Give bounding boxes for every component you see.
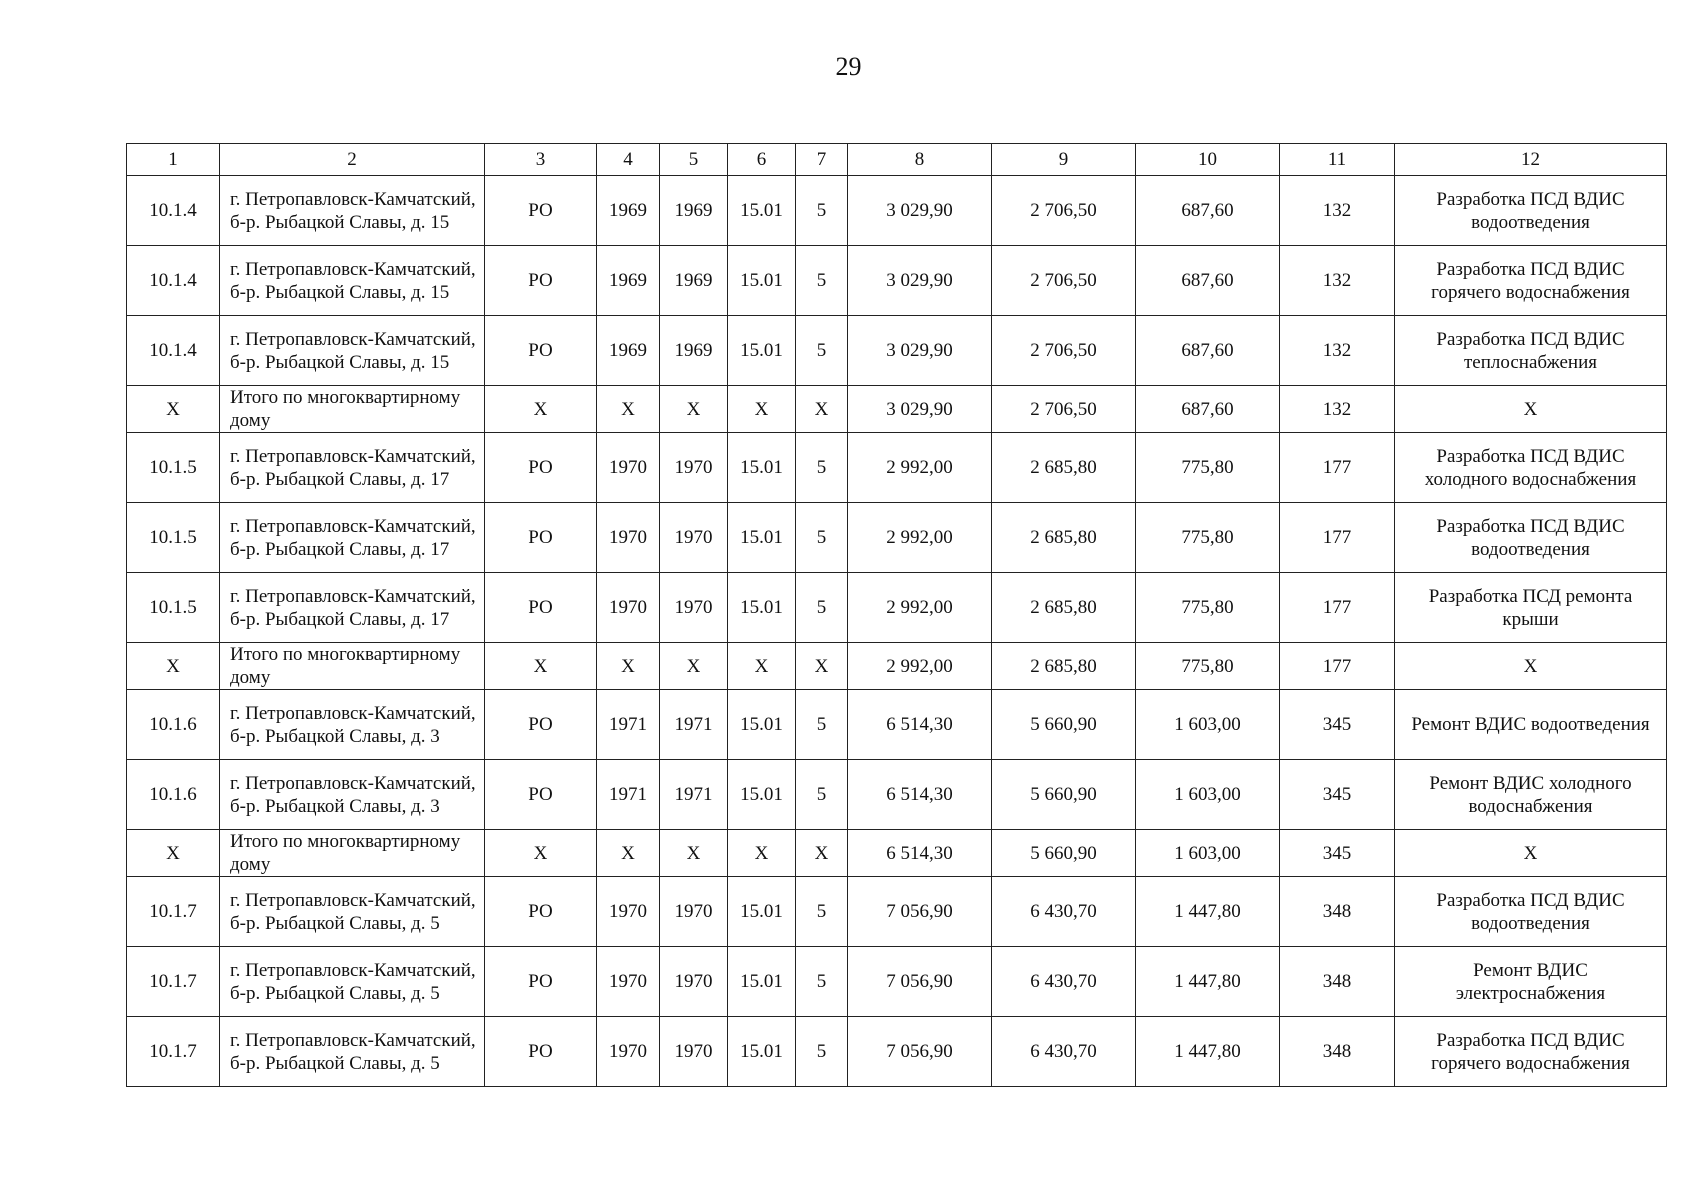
- column-header-8: 8: [848, 144, 992, 176]
- table-cell-col-9: 2 706,50: [992, 386, 1136, 433]
- table-cell-col-10: 1 447,80: [1136, 877, 1280, 947]
- table-cell-col-9: 2 685,80: [992, 573, 1136, 643]
- table-cell-col-2: Итого по многоквартирному дому: [220, 643, 485, 690]
- table-cell-col-11: 348: [1280, 947, 1395, 1017]
- table-cell-col-5: 1970: [660, 573, 728, 643]
- table-cell-col-8: 7 056,90: [848, 1017, 992, 1087]
- table-cell-col-7: 5: [796, 947, 848, 1017]
- column-header-6: 6: [728, 144, 796, 176]
- table-cell-col-2: г. Петропавловск-Камчатский, б-р. Рыбацкой Славы, д. 17: [220, 573, 485, 643]
- table-cell-col-3: РО: [485, 1017, 597, 1087]
- table-cell-col-2: г. Петропавловск-Камчатский, б-р. Рыбацкой Славы, д. 17: [220, 433, 485, 503]
- table-cell-col-1: 10.1.5: [127, 573, 220, 643]
- table-cell-col-6: 15.01: [728, 176, 796, 246]
- table-cell-col-9: 5 660,90: [992, 830, 1136, 877]
- table-cell-col-5: 1969: [660, 316, 728, 386]
- table-cell-col-6: 15.01: [728, 433, 796, 503]
- table-cell-col-8: 3 029,90: [848, 246, 992, 316]
- table-cell-col-2: Итого по многоквартирному дому: [220, 830, 485, 877]
- table-cell-col-11: 177: [1280, 503, 1395, 573]
- table-cell-col-12: Ремонт ВДИС холодного водоснабжения: [1395, 760, 1667, 830]
- table-cell-col-9: 6 430,70: [992, 1017, 1136, 1087]
- table-cell-col-12: Ремонт ВДИС водоотведения: [1395, 690, 1667, 760]
- table-cell-col-5: Х: [660, 386, 728, 433]
- table-cell-col-12: Разработка ПСД ВДИС водоотведения: [1395, 176, 1667, 246]
- table-cell-col-3: РО: [485, 246, 597, 316]
- table-cell-col-2: г. Петропавловск-Камчатский, б-р. Рыбацкой Славы, д. 5: [220, 877, 485, 947]
- table-cell-col-8: 2 992,00: [848, 643, 992, 690]
- table-cell-col-11: 345: [1280, 690, 1395, 760]
- table-row: [127, 503, 1667, 573]
- table-cell-col-3: РО: [485, 947, 597, 1017]
- table-cell-col-7: 5: [796, 573, 848, 643]
- table-cell-col-5: 1970: [660, 947, 728, 1017]
- table-cell-col-9: 5 660,90: [992, 760, 1136, 830]
- table-cell-col-1: 10.1.4: [127, 316, 220, 386]
- table-cell-col-5: 1970: [660, 503, 728, 573]
- table-row: [127, 433, 1667, 503]
- column-header-10: 10: [1136, 144, 1280, 176]
- table-cell-col-1: 10.1.5: [127, 433, 220, 503]
- table-cell-col-4: 1969: [597, 316, 660, 386]
- table-row: [127, 947, 1667, 1017]
- column-header-12: 12: [1395, 144, 1667, 176]
- table-cell-col-4: 1970: [597, 573, 660, 643]
- table-cell-col-10: 775,80: [1136, 573, 1280, 643]
- table-cell-col-2: г. Петропавловск-Камчатский, б-р. Рыбацкой Славы, д. 5: [220, 947, 485, 1017]
- table-cell-col-5: 1970: [660, 433, 728, 503]
- table-cell-col-4: 1969: [597, 246, 660, 316]
- table-cell-col-10: 775,80: [1136, 643, 1280, 690]
- column-header-4: 4: [597, 144, 660, 176]
- table-cell-col-10: 687,60: [1136, 176, 1280, 246]
- table-cell-col-4: 1971: [597, 690, 660, 760]
- column-header-2: 2: [220, 144, 485, 176]
- table-cell-col-9: 6 430,70: [992, 877, 1136, 947]
- table-cell-col-10: 1 603,00: [1136, 690, 1280, 760]
- table-cell-col-6: 15.01: [728, 503, 796, 573]
- table-cell-col-11: 132: [1280, 176, 1395, 246]
- table-cell-col-3: РО: [485, 573, 597, 643]
- table-cell-col-4: 1970: [597, 433, 660, 503]
- table-cell-col-8: 6 514,30: [848, 690, 992, 760]
- table-cell-col-1: 10.1.4: [127, 246, 220, 316]
- table-cell-col-2: г. Петропавловск-Камчатский, б-р. Рыбацкой Славы, д. 3: [220, 690, 485, 760]
- table-row: [127, 690, 1667, 760]
- table-cell-col-12: Разработка ПСД ВДИС водоотведения: [1395, 503, 1667, 573]
- table-cell-col-5: Х: [660, 830, 728, 877]
- table-cell-col-8: 7 056,90: [848, 947, 992, 1017]
- table-cell-col-6: Х: [728, 386, 796, 433]
- table-row: [127, 573, 1667, 643]
- table-cell-col-11: 177: [1280, 643, 1395, 690]
- table-body: [127, 176, 1667, 1087]
- table-cell-col-4: Х: [597, 386, 660, 433]
- table-cell-col-1: Х: [127, 386, 220, 433]
- table-cell-col-10: 1 603,00: [1136, 760, 1280, 830]
- table-cell-col-8: 2 992,00: [848, 573, 992, 643]
- table-cell-col-7: 5: [796, 433, 848, 503]
- table-cell-col-9: 2 685,80: [992, 643, 1136, 690]
- data-table: [126, 143, 1667, 1087]
- table-cell-col-1: 10.1.6: [127, 760, 220, 830]
- table-cell-col-7: 5: [796, 877, 848, 947]
- table-cell-col-8: 2 992,00: [848, 503, 992, 573]
- page-number: 29: [835, 52, 862, 81]
- table-cell-col-3: РО: [485, 760, 597, 830]
- table-cell-col-10: 775,80: [1136, 433, 1280, 503]
- table-cell-col-6: 15.01: [728, 760, 796, 830]
- table-cell-col-11: 345: [1280, 760, 1395, 830]
- table-cell-col-9: 2 685,80: [992, 433, 1136, 503]
- table-cell-col-12: Разработка ПСД ВДИС водоотведения: [1395, 877, 1667, 947]
- table-cell-col-3: Х: [485, 830, 597, 877]
- table-cell-col-12: Х: [1395, 643, 1667, 690]
- table-cell-col-8: 7 056,90: [848, 877, 992, 947]
- table-cell-col-1: Х: [127, 830, 220, 877]
- table-cell-col-4: 1970: [597, 877, 660, 947]
- table-cell-col-8: 3 029,90: [848, 176, 992, 246]
- table-cell-col-3: РО: [485, 316, 597, 386]
- table-cell-col-6: 15.01: [728, 947, 796, 1017]
- table-cell-col-11: 132: [1280, 316, 1395, 386]
- table-cell-col-4: 1970: [597, 1017, 660, 1087]
- table-cell-col-11: 132: [1280, 386, 1395, 433]
- table-cell-col-5: 1969: [660, 246, 728, 316]
- table-row: [127, 1017, 1667, 1087]
- table-cell-col-5: 1969: [660, 176, 728, 246]
- table-cell-col-1: 10.1.7: [127, 947, 220, 1017]
- table-cell-col-6: 15.01: [728, 690, 796, 760]
- table-row: [127, 316, 1667, 386]
- header-row: [127, 144, 1667, 176]
- table-cell-col-12: Разработка ПСД ВДИС горячего водоснабжения: [1395, 246, 1667, 316]
- table-cell-col-12: Разработка ПСД ремонта крыши: [1395, 573, 1667, 643]
- table-cell-col-10: 687,60: [1136, 246, 1280, 316]
- table-cell-col-7: 5: [796, 1017, 848, 1087]
- table-cell-col-7: 5: [796, 246, 848, 316]
- column-header-3: 3: [485, 144, 597, 176]
- column-header-7: 7: [796, 144, 848, 176]
- table-cell-col-1: 10.1.5: [127, 503, 220, 573]
- column-header-9: 9: [992, 144, 1136, 176]
- table-cell-col-2: Итого по многоквартирному дому: [220, 386, 485, 433]
- table-total-row: [127, 643, 1667, 690]
- table-cell-col-2: г. Петропавловск-Камчатский, б-р. Рыбацкой Славы, д. 17: [220, 503, 485, 573]
- table-cell-col-11: 177: [1280, 433, 1395, 503]
- table-cell-col-7: 5: [796, 176, 848, 246]
- table-total-row: [127, 386, 1667, 433]
- table-cell-col-12: Разработка ПСД ВДИС холодного водоснабжения: [1395, 433, 1667, 503]
- table-cell-col-7: 5: [796, 760, 848, 830]
- table-cell-col-2: г. Петропавловск-Камчатский, б-р. Рыбацкой Славы, д. 5: [220, 1017, 485, 1087]
- table-cell-col-4: Х: [597, 643, 660, 690]
- table-cell-col-7: 5: [796, 316, 848, 386]
- table-cell-col-7: Х: [796, 830, 848, 877]
- table-cell-col-3: РО: [485, 877, 597, 947]
- table-cell-col-5: 1971: [660, 690, 728, 760]
- table-cell-col-6: 15.01: [728, 573, 796, 643]
- table-cell-col-2: г. Петропавловск-Камчатский, б-р. Рыбацкой Славы, д. 15: [220, 176, 485, 246]
- table-cell-col-7: 5: [796, 503, 848, 573]
- table-cell-col-3: Х: [485, 643, 597, 690]
- table-cell-col-2: г. Петропавловск-Камчатский, б-р. Рыбацкой Славы, д. 15: [220, 246, 485, 316]
- table-cell-col-10: 687,60: [1136, 316, 1280, 386]
- table-cell-col-10: 1 603,00: [1136, 830, 1280, 877]
- table-cell-col-9: 2 706,50: [992, 246, 1136, 316]
- table-cell-col-7: Х: [796, 386, 848, 433]
- table-cell-col-6: Х: [728, 830, 796, 877]
- table-cell-col-8: 6 514,30: [848, 760, 992, 830]
- table-cell-col-11: 348: [1280, 1017, 1395, 1087]
- table-cell-col-6: 15.01: [728, 1017, 796, 1087]
- table-cell-col-10: 687,60: [1136, 386, 1280, 433]
- table-cell-col-6: Х: [728, 643, 796, 690]
- table-cell-col-3: РО: [485, 503, 597, 573]
- table-cell-col-3: РО: [485, 433, 597, 503]
- table-cell-col-6: 15.01: [728, 246, 796, 316]
- table-cell-col-1: 10.1.7: [127, 1017, 220, 1087]
- table-cell-col-5: 1970: [660, 877, 728, 947]
- table-cell-col-11: 345: [1280, 830, 1395, 877]
- table-cell-col-4: 1971: [597, 760, 660, 830]
- table-cell-col-12: Разработка ПСД ВДИС теплоснабжения: [1395, 316, 1667, 386]
- table-cell-col-4: 1969: [597, 176, 660, 246]
- table-cell-col-11: 348: [1280, 877, 1395, 947]
- table-cell-col-9: 2 685,80: [992, 503, 1136, 573]
- table-cell-col-12: Разработка ПСД ВДИС горячего водоснабжения: [1395, 1017, 1667, 1087]
- table-cell-col-9: 2 706,50: [992, 176, 1136, 246]
- table-cell-col-10: 775,80: [1136, 503, 1280, 573]
- table-cell-col-11: 177: [1280, 573, 1395, 643]
- table-cell-col-3: РО: [485, 176, 597, 246]
- table-cell-col-8: 3 029,90: [848, 386, 992, 433]
- table-cell-col-3: Х: [485, 386, 597, 433]
- table-cell-col-12: Ремонт ВДИС электроснабжения: [1395, 947, 1667, 1017]
- table-cell-col-1: Х: [127, 643, 220, 690]
- table-cell-col-2: г. Петропавловск-Камчатский, б-р. Рыбацкой Славы, д. 15: [220, 316, 485, 386]
- table-cell-col-4: 1970: [597, 503, 660, 573]
- table-cell-col-6: 15.01: [728, 316, 796, 386]
- table-row: [127, 760, 1667, 830]
- table-row: [127, 246, 1667, 316]
- column-header-1: 1: [127, 144, 220, 176]
- table-cell-col-1: 10.1.6: [127, 690, 220, 760]
- table-cell-col-7: Х: [796, 643, 848, 690]
- table-cell-col-9: 6 430,70: [992, 947, 1136, 1017]
- column-header-5: 5: [660, 144, 728, 176]
- table-cell-col-8: 2 992,00: [848, 433, 992, 503]
- table-cell-col-8: 3 029,90: [848, 316, 992, 386]
- table-cell-col-6: 15.01: [728, 877, 796, 947]
- table-total-row: [127, 830, 1667, 877]
- table-cell-col-7: 5: [796, 690, 848, 760]
- table-cell-col-4: Х: [597, 830, 660, 877]
- table-cell-col-11: 132: [1280, 246, 1395, 316]
- table-cell-col-3: РО: [485, 690, 597, 760]
- column-header-11: 11: [1280, 144, 1395, 176]
- table-cell-col-5: Х: [660, 643, 728, 690]
- table-cell-col-2: г. Петропавловск-Камчатский, б-р. Рыбацкой Славы, д. 3: [220, 760, 485, 830]
- table-cell-col-8: 6 514,30: [848, 830, 992, 877]
- table-row: [127, 176, 1667, 246]
- table-cell-col-5: 1970: [660, 1017, 728, 1087]
- table-cell-col-1: 10.1.7: [127, 877, 220, 947]
- table-cell-col-10: 1 447,80: [1136, 947, 1280, 1017]
- table-row: [127, 877, 1667, 947]
- table-cell-col-10: 1 447,80: [1136, 1017, 1280, 1087]
- table-cell-col-5: 1971: [660, 760, 728, 830]
- table-cell-col-1: 10.1.4: [127, 176, 220, 246]
- table-cell-col-12: Х: [1395, 830, 1667, 877]
- table-cell-col-12: Х: [1395, 386, 1667, 433]
- table-cell-col-9: 5 660,90: [992, 690, 1136, 760]
- table-cell-col-4: 1970: [597, 947, 660, 1017]
- table-cell-col-9: 2 706,50: [992, 316, 1136, 386]
